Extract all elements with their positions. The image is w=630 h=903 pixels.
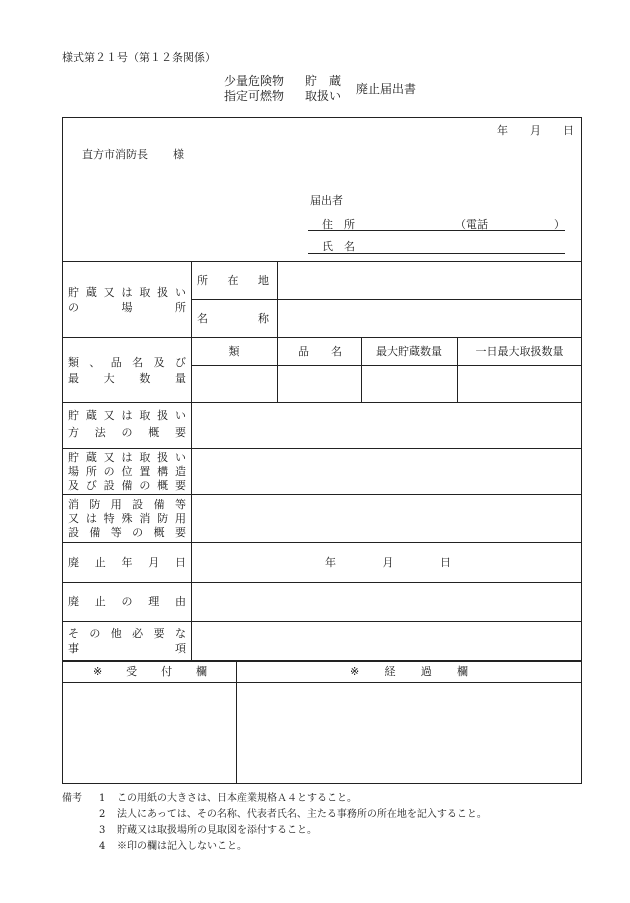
title-line1-a: 少量危険物	[224, 74, 285, 88]
note-item: 法人にあっては、その名称、代表者氏名、主たる事務所の所在地を記入すること。	[117, 809, 487, 820]
abolition-date-value: 年 月 日	[325, 556, 451, 569]
addressee-honorific: 様	[173, 148, 184, 161]
address-input-line[interactable]	[308, 230, 565, 231]
form-number: 様式第２１号（第１２条関係）	[62, 51, 216, 64]
progress-column-header: ※ 経 過 欄	[350, 665, 468, 678]
location-address-label: 所 在 地	[197, 274, 269, 287]
reception-column-header: ※ 受 付 欄	[93, 665, 207, 678]
addressee: 直方市消防長	[82, 148, 148, 161]
col-header-max-storage: 最大貯蔵数量	[376, 345, 442, 358]
notes-label: 備考	[62, 793, 82, 804]
col-header-daily-max: 一日最大取扱数量	[475, 345, 564, 358]
address-label: 住 所	[322, 218, 355, 231]
abolition-reason-label: 廃 止 の 理 由	[68, 595, 186, 608]
phone-label: （電話	[455, 218, 488, 231]
note-item: この用紙の大きさは、日本産業規格Ａ４とすること。	[117, 793, 357, 804]
note-item: ※印の欄は記入しないこと。	[117, 841, 247, 852]
title-line1-b: 貯 蔵	[305, 74, 342, 88]
notifier-label: 届出者	[310, 194, 343, 207]
title-line2-b: 取扱い	[305, 89, 342, 103]
title-suffix: 廃止届出書	[356, 82, 417, 96]
name-label: 氏 名	[322, 240, 355, 253]
abolition-date-label: 廃 止 年 月 日	[68, 556, 186, 569]
location-name-label: 名 称	[197, 312, 269, 325]
phone-close: ）	[554, 218, 565, 231]
header-date: 年 月 日	[497, 124, 574, 137]
col-header-product-name: 品 名	[298, 345, 342, 358]
col-header-class: 類	[228, 345, 240, 358]
name-input-line[interactable]	[308, 253, 565, 254]
title-line2-a: 指定可燃物	[224, 89, 285, 103]
note-item: 貯蔵又は取扱場所の見取図を添付すること。	[117, 825, 317, 836]
